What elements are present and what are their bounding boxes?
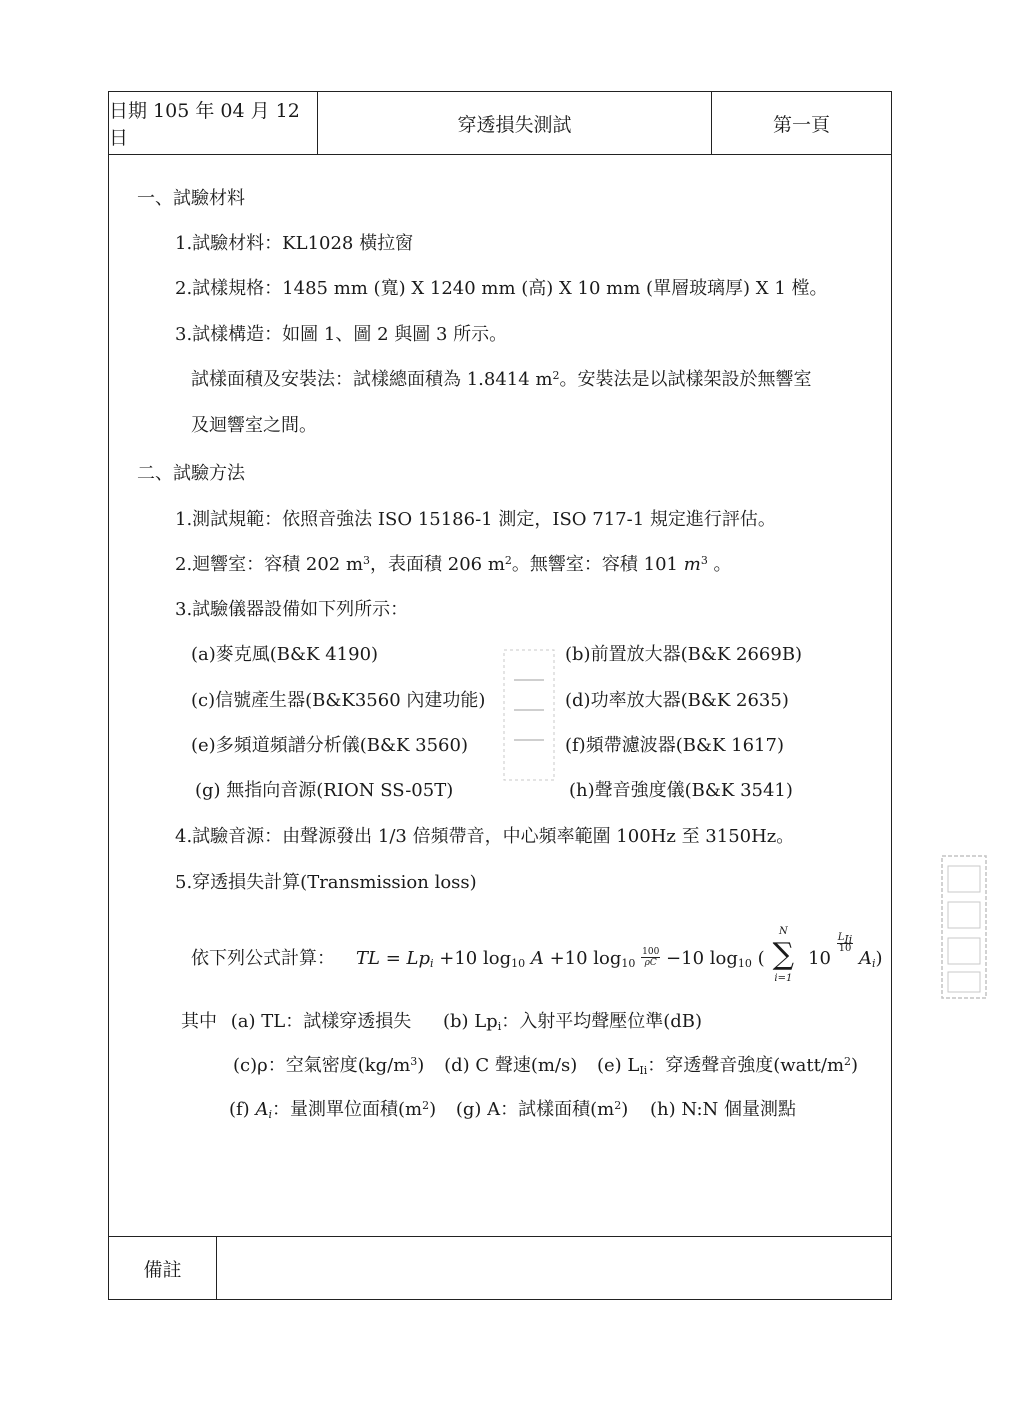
date-cell: 日期 105 年 04 月 12 日 <box>109 92 318 154</box>
section1-heading: 一、試驗材料 <box>137 188 245 209</box>
equipment-f: (f)頻帶濾波器(B&K 1617) <box>565 735 784 756</box>
equipment-h: (h)聲音強度儀(B&K 3541) <box>569 780 793 801</box>
equipment-b: (b)前置放大器(B&K 2669B) <box>565 644 803 665</box>
source-item: 4.試驗音源：由聲源發出 1/3 倍頻帶音，中心頻率範圍 100Hz 至 3150Hz。 <box>175 826 795 847</box>
material-item: 1.試驗材料：KL1028 橫拉窗 <box>175 233 414 254</box>
tl-formula: TL = $Lp_i +10$ $\log_{10} A +10$ $\log_{10}$ $\frac{100}{\rho C} -10$ $\log_{10}$ ( N ∑ i=1 10 $\frac{L_{Ii}}{10} A_i$) <box>356 926 883 984</box>
where-row-2: (c)ρ：空氣密度$(kg/m^3)$ (d) C 聲速(m/s) (e) $L_{Ii}$：穿透聲音強度$(watt/m^2)$ <box>233 1055 859 1077</box>
remarks-row <box>109 1236 891 1299</box>
where-row-1: 其中 (a) TL：試樣穿透損失 (b) $Lp_i$：入射平均聲壓位準(dB) <box>181 1011 703 1033</box>
equipment-e: (e)多頻道頻譜分析儀(B&K 3560) <box>191 735 468 756</box>
tl-heading: 5.穿透損失計算(Transmission loss) <box>175 872 477 893</box>
section2-heading: 二、試驗方法 <box>137 463 245 484</box>
header-row <box>109 92 891 155</box>
document-frame <box>108 91 892 1300</box>
equipment-g: (g) 無指向音源(RION SS-05T) <box>195 780 454 801</box>
remarks-label: 備註 <box>109 1237 217 1299</box>
equipment-a: (a)麥克風(B&K 4190) <box>191 644 379 665</box>
room-item: 2.迴響室：容積 202 $m^3$，表面積 206 $m^2$。無響室：容積 101 $m^3$ 。 <box>175 554 732 575</box>
equipment-heading: 3.試驗儀器設備如下列所示： <box>175 599 409 620</box>
equipment-c: (c)信號產生器(B&K3560 內建功能) <box>191 690 486 711</box>
page-cell: 第一頁 <box>772 113 830 136</box>
area-line: 試樣面積及安裝法：試樣總面積為 1.8414 $m^2$。安裝法是以試樣架設於無響室 <box>191 369 812 390</box>
formula-intro: 依下列公式計算： <box>191 948 335 969</box>
equipment-d: (d)功率放大器(B&K 2635) <box>565 690 789 711</box>
spec-item: 2.試樣規格：1485 mm (寬) X 1240 mm (高) X 10 mm (單層玻璃厚) X 1 樘。 <box>175 278 828 299</box>
area-line-2: 及迴響室之間。 <box>191 415 317 436</box>
standard-item: 1.測試規範：依照音強法 ISO 15186-1 測定，ISO 717-1 規定進行評估。 <box>175 509 776 530</box>
where-row-3: (f) $A_i$：量測單位面積$(m^2)$ (g) A：試樣面積$(m^2)$ (h) N:N 個量測點 <box>229 1099 796 1121</box>
stamp-mark <box>494 640 564 790</box>
structure-item: 3.試樣構造：如圖 1、圖 2 與圖 3 所示。 <box>175 324 508 345</box>
side-seal <box>938 852 990 1002</box>
title-cell: 穿透損失測試 <box>318 92 712 154</box>
